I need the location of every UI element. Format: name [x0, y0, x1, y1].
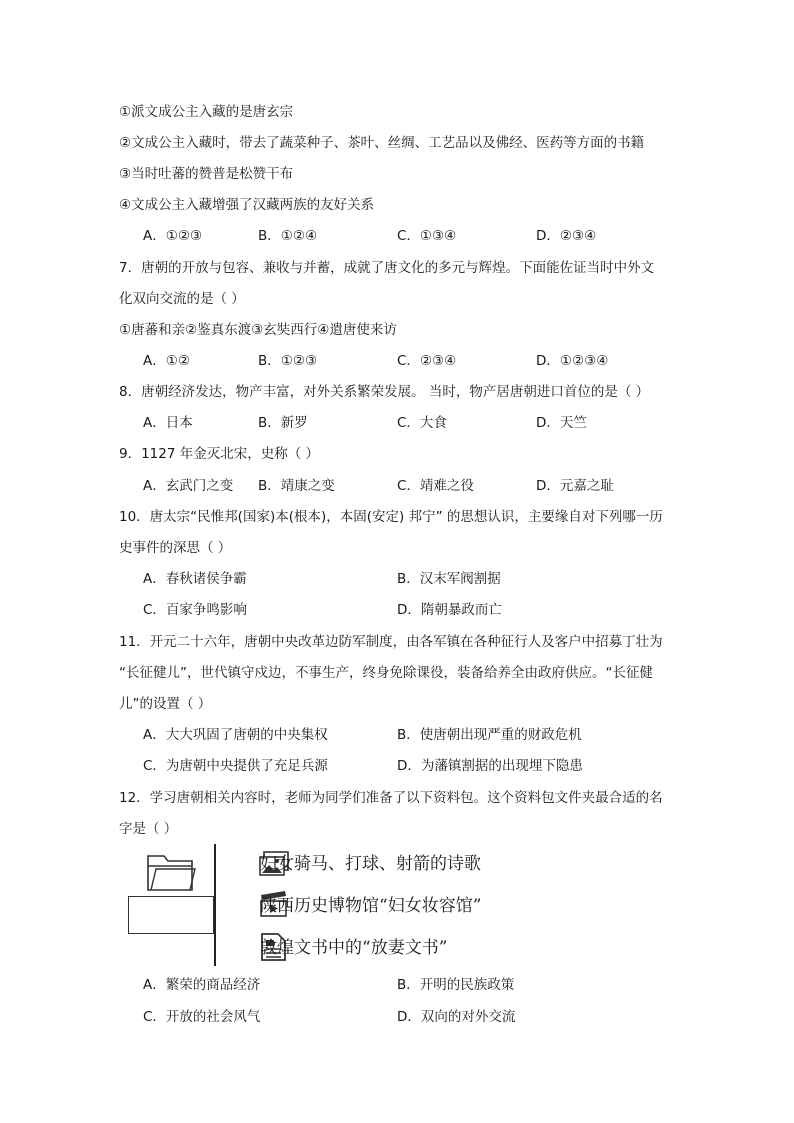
- resource-museum: 陕西历史博物馆“妇女妆容馆”: [260, 896, 482, 916]
- divider: [214, 844, 216, 966]
- q12-option-b: B．开明的民族政策: [397, 977, 515, 993]
- q9-stem: 9．1127 年金灭北宋，史称（ ）: [119, 446, 320, 462]
- q12-option-d: D．双向的对外交流: [397, 1009, 516, 1025]
- resource-documents: 敦煌文书中的“放妻文书”: [260, 938, 448, 958]
- q12-option-a: A．繁荣的商品经济: [143, 977, 261, 993]
- q7-stem-line-2: 化双向交流的是（ ）: [119, 291, 245, 307]
- q12-option-c: C．开放的社会风气: [143, 1009, 261, 1025]
- q8-option-b: B．新罗: [258, 415, 308, 431]
- q10-stem-line-2: 史事件的深思（ ）: [119, 540, 232, 556]
- q11-stem-line-3: 儿”的设置（ ）: [119, 696, 212, 712]
- q7-stem-line-1: 7．唐朝的开放与包容、兼收与并蓄，成就了唐文化的多元与辉煌。下面能佐证当时中外文: [119, 260, 655, 276]
- q12-stem-line-2: 字是（ ）: [119, 821, 178, 837]
- q12-stem-line-1: 12．学习唐朝相关内容时，老师为同学们准备了以下资料包。这个资料包文件夹最合适的名: [119, 790, 663, 806]
- q11-option-d: D．为藩镇割据的出现埋下隐患: [397, 758, 583, 774]
- folder-name-box: [128, 896, 214, 934]
- folder-icon: [146, 852, 196, 894]
- q10-option-a: A．春秋诸侯争霸: [143, 571, 247, 587]
- q11-stem-line-1: 11．开元二十六年，唐朝中央改革边防军制度，由各军镇在各种征行人及客户中招募丁壮为: [119, 634, 663, 650]
- q11-option-a: A．大大巩固了唐朝的中央集权: [143, 727, 328, 743]
- resource-poems: 妇女骑马、打球、射箭的诗歌: [260, 854, 481, 874]
- q10-option-c: C．百家争鸣影响: [143, 602, 247, 618]
- q6-option-b: B．①②④: [258, 228, 318, 244]
- q6-statement-1: ①派文成公主入藏的是唐玄宗: [119, 104, 294, 120]
- q7-option-c: C．②③④: [397, 353, 457, 369]
- q7-option-a: A．①②: [143, 353, 190, 369]
- q8-option-d: D．天竺: [536, 415, 587, 431]
- q6-statement-3: ③当时吐蕃的赞普是松赞干布: [119, 166, 294, 182]
- q6-option-c: C．①③④: [397, 228, 457, 244]
- q8-stem: 8．唐朝经济发达，物产丰富，对外关系繁荣发展。 当时，物产居唐朝进口首位的是（ ）: [119, 384, 650, 400]
- q6-option-a: A．①②③: [143, 228, 203, 244]
- q9-option-d: D．元嘉之耻: [536, 478, 614, 494]
- q9-option-c: C．靖难之役: [397, 478, 474, 494]
- q11-option-b: B．使唐朝出现严重的财政危机: [397, 727, 582, 743]
- q6-statement-2: ②文成公主入藏时，带去了蔬菜种子、茶叶、丝绸、工艺品以及佛经、医药等方面的书籍: [119, 135, 645, 151]
- q7-statement: ①唐蕃和亲②鉴真东渡③玄奘西行④遣唐使来访: [119, 322, 397, 338]
- q6-statement-4: ④文成公主入藏增强了汉藏两族的友好关系: [119, 197, 375, 213]
- q11-stem-line-2: “长征健儿”，世代镇守戍边，不事生产，终身免除课役，装备给养全由政府供应。“长征健: [119, 665, 653, 681]
- q6-option-d: D．②③④: [536, 228, 597, 244]
- q10-option-d: D．隋朝暴政而亡: [397, 602, 502, 618]
- q10-option-b: B．汉末军阀割据: [397, 571, 501, 587]
- resource-package-figure: [124, 844, 594, 968]
- q8-option-c: C．大食: [397, 415, 447, 431]
- q11-option-c: C．为唐朝中央提供了充足兵源: [143, 758, 328, 774]
- q9-option-a: A．玄武门之变: [143, 478, 234, 494]
- q7-option-b: B．①②③: [258, 353, 318, 369]
- q7-option-d: D．①②③④: [536, 353, 609, 369]
- q10-stem-line-1: 10．唐太宗“民惟邦(国家)本(根本)，本固(安定) 邦宁” 的思想认识，主要缘自对下列哪一历: [119, 509, 663, 525]
- q9-option-b: B．靖康之变: [258, 478, 335, 494]
- q8-option-a: A．日本: [143, 415, 193, 431]
